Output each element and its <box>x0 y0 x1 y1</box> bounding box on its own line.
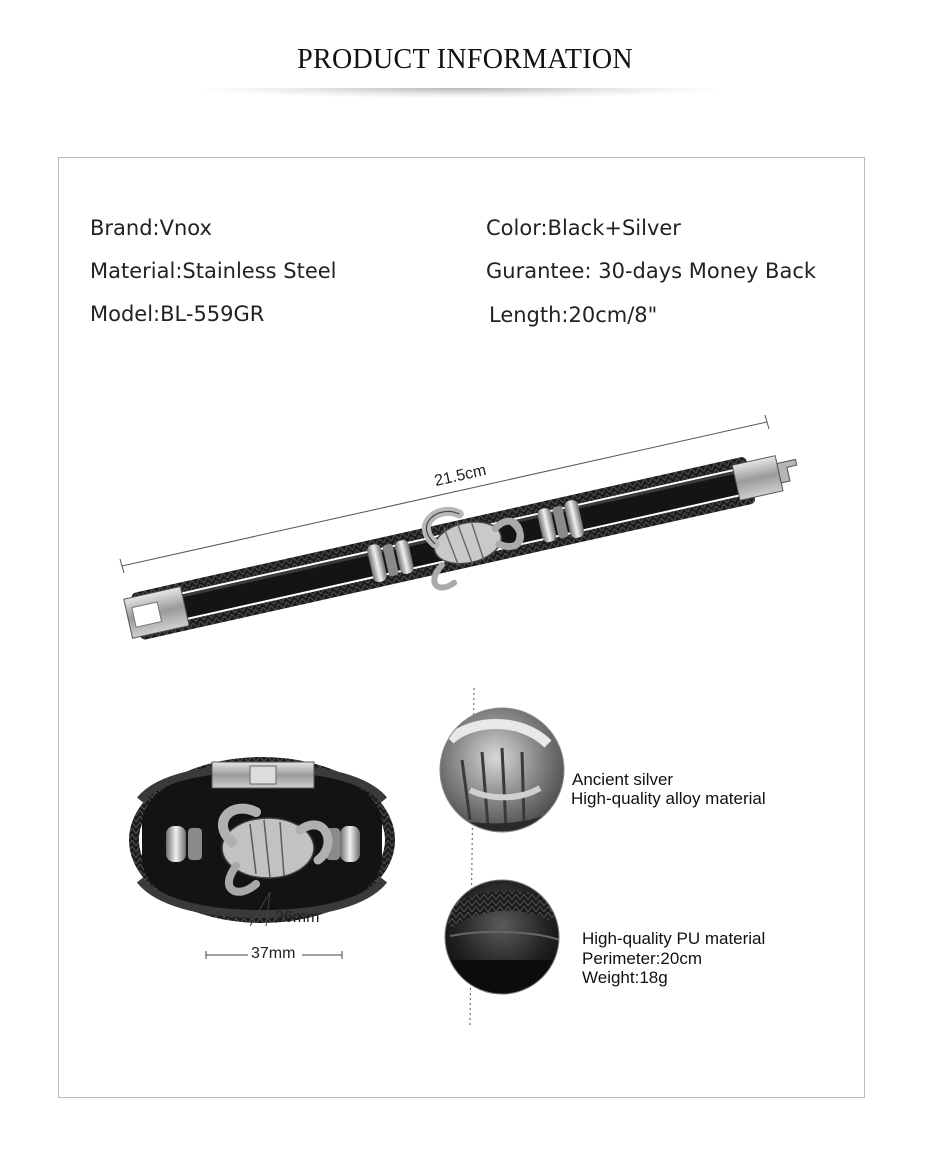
spec-model: Model:BL-559GR <box>90 302 265 326</box>
page-title: PRODUCT INFORMATION <box>297 44 633 75</box>
metal-note-line1: Ancient silver <box>572 770 674 789</box>
metal-note-line2: High-quality alloy material <box>571 789 766 808</box>
detail-circle-metal <box>440 708 564 832</box>
spec-material: Material:Stainless Steel <box>90 259 337 283</box>
dimension-length-label: 21.5cm <box>430 461 491 491</box>
bracelet-round-view <box>134 762 390 959</box>
spec-color: Color:Black+Silver <box>486 216 681 240</box>
spec-brand: Brand:Vnox <box>90 216 212 240</box>
dimension-height-label: 26mm <box>275 909 320 926</box>
detail-circle-leather <box>440 880 570 1000</box>
leather-note-line2: Perimeter:20cm <box>582 949 702 968</box>
spec-guarantee: Gurantee: 30-days Money Back <box>486 259 817 283</box>
spec-length: Length:20cm/8" <box>489 303 658 327</box>
leather-note-line1: High-quality PU material <box>582 929 766 948</box>
leather-note-line3: Weight:18g <box>582 968 668 987</box>
dimension-width-label: 37mm <box>248 945 298 963</box>
